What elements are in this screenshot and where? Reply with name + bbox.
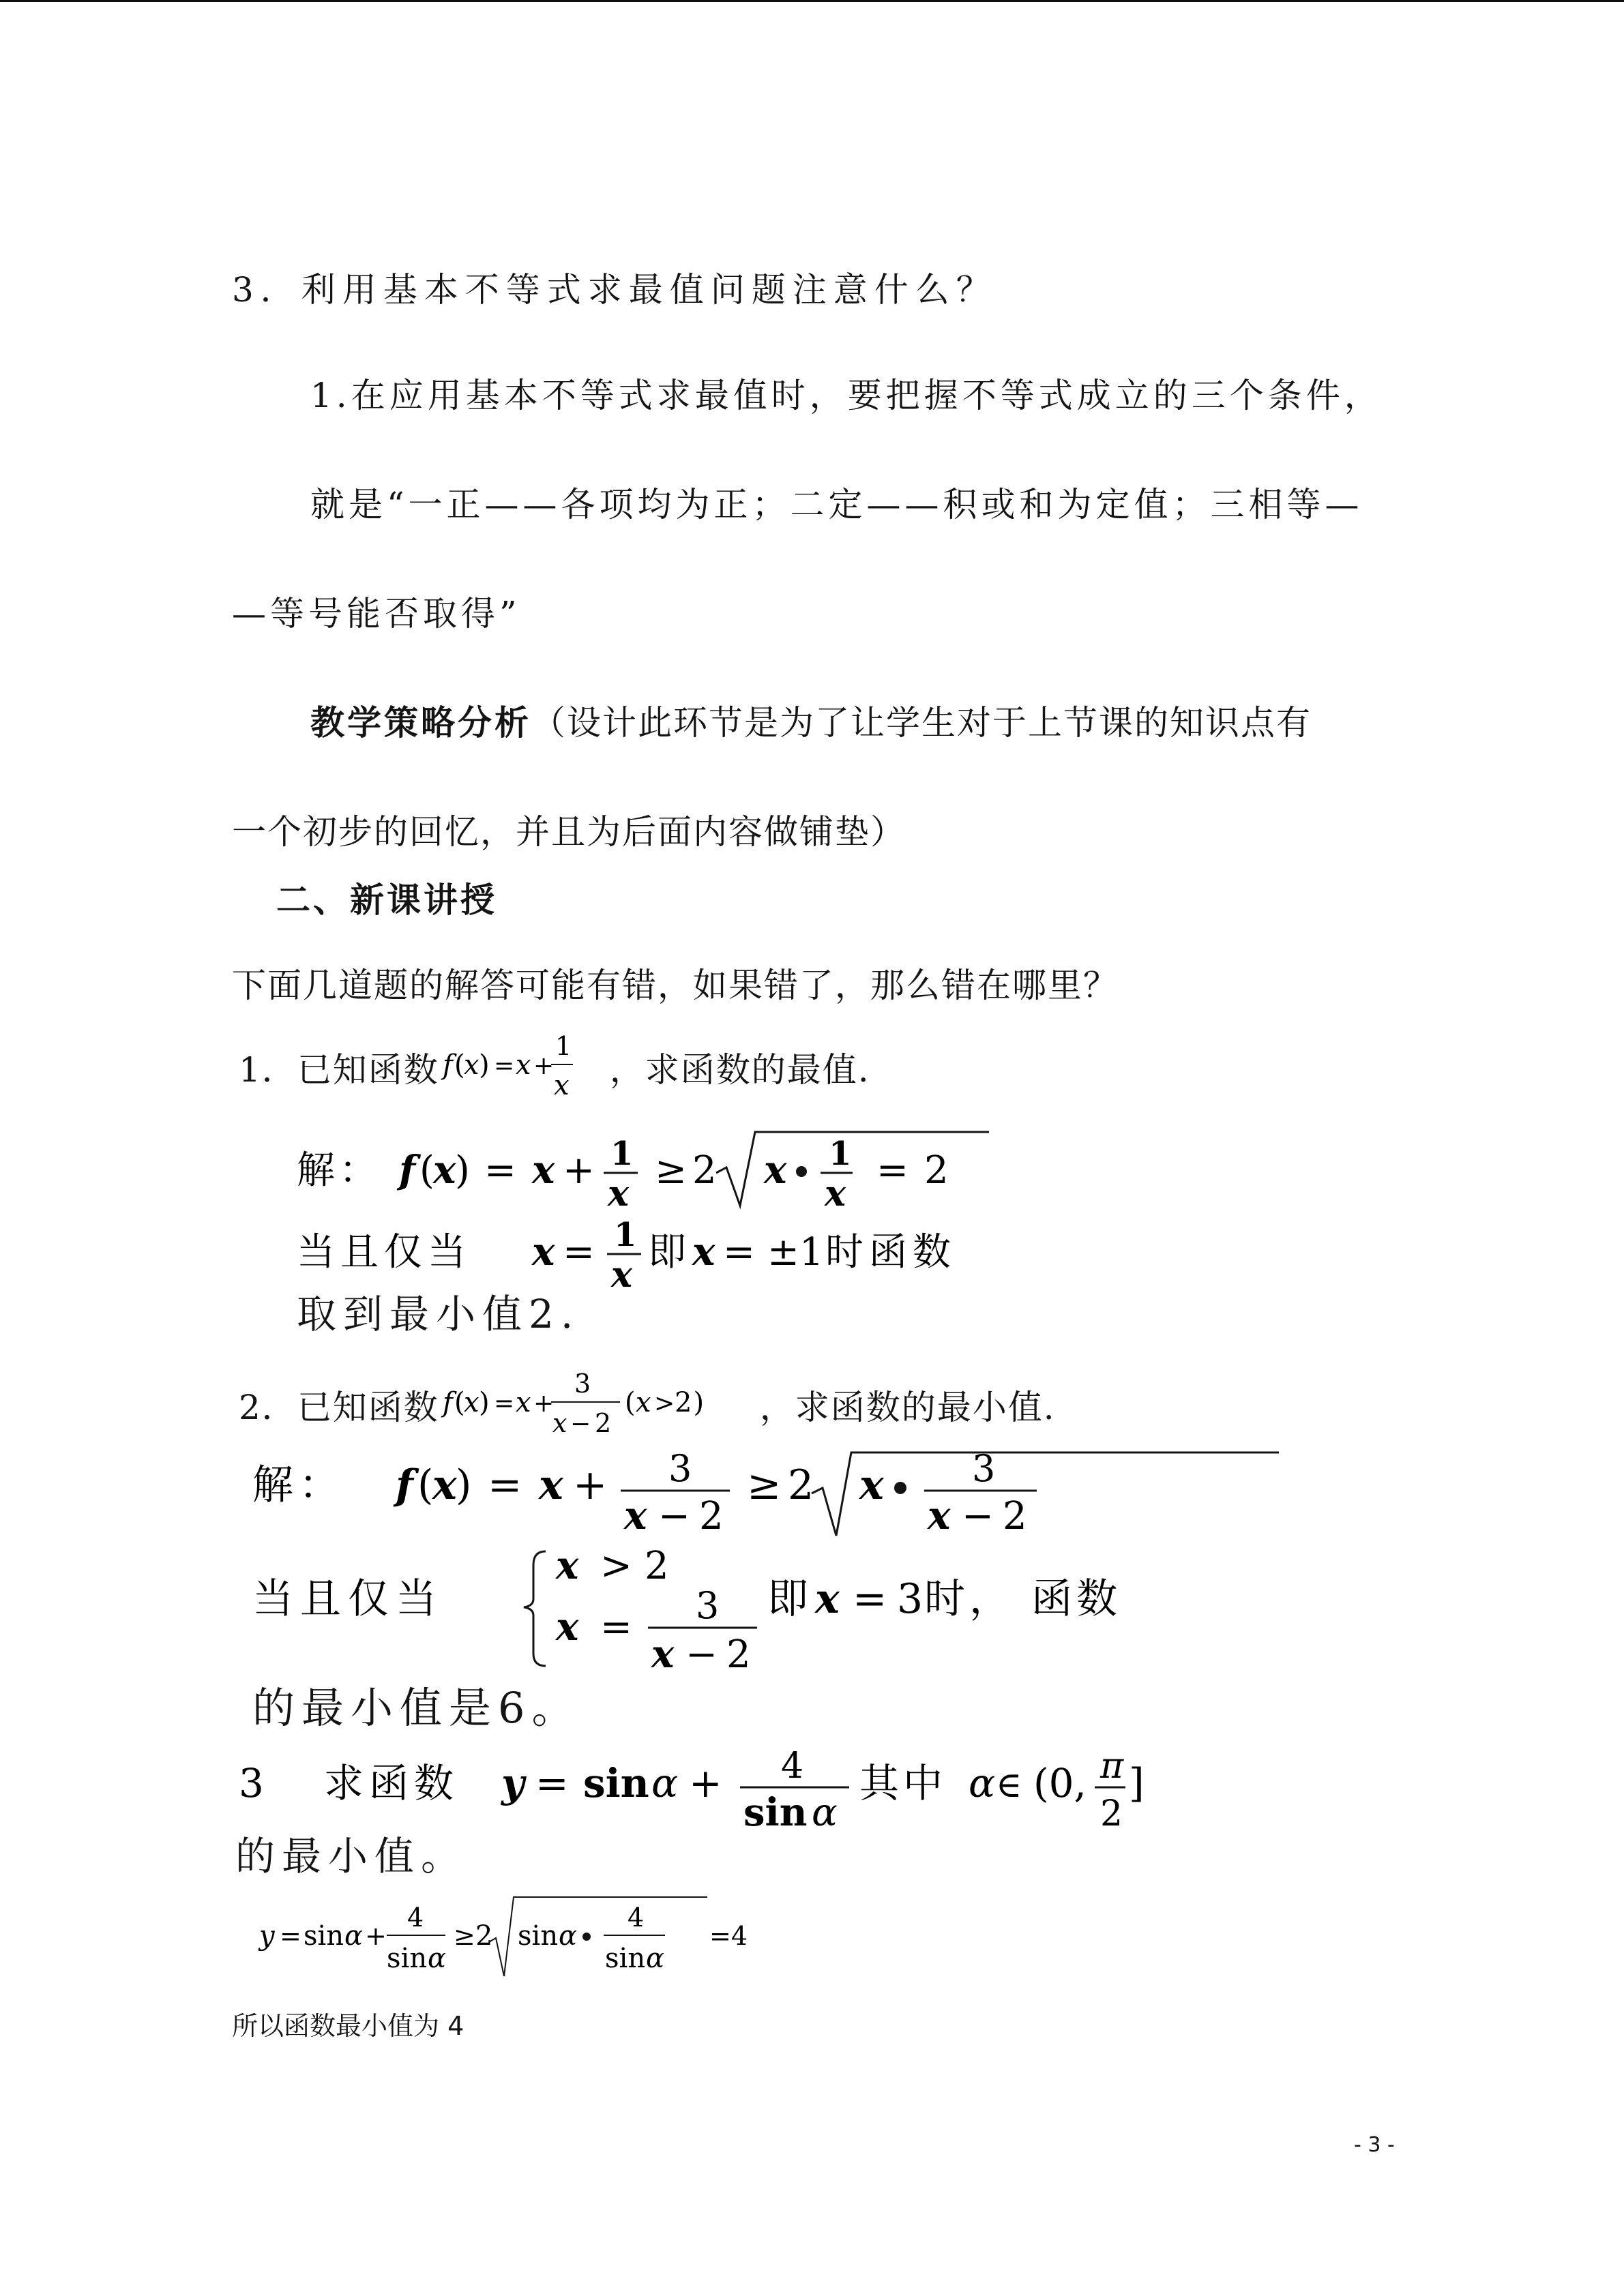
svg-text:1: 1 — [555, 1031, 573, 1061]
svg-text:=: = — [600, 1605, 632, 1650]
answer-line-1: 1.在应用基本不等式求最值时，要把握不等式成立的三个条件， — [310, 376, 1383, 415]
svg-text:2: 2 — [699, 1494, 724, 1538]
problem-2-statement — [239, 1364, 1056, 1446]
svg-text:1: 1 — [829, 1135, 852, 1173]
svg-text:−: − — [685, 1632, 718, 1674]
svg-text:): ) — [455, 1148, 470, 1193]
svg-text:x: x — [624, 1493, 647, 1538]
strategy-text-1: （设计此环节是为了让学生对于上节课的知识点有 — [531, 703, 1312, 743]
p2-then-function: 时， 函数 — [924, 1575, 1122, 1623]
svg-text:π: π — [1100, 1746, 1124, 1787]
svg-text:α: α — [559, 1920, 578, 1952]
svg-text:x: x — [539, 1461, 563, 1509]
svg-text:α: α — [646, 1943, 665, 1974]
svg-text:sin: sin — [304, 1920, 344, 1952]
svg-text:=: = — [280, 1921, 301, 1951]
svg-text:3: 3 — [696, 1584, 720, 1627]
svg-text:α: α — [812, 1791, 838, 1835]
svg-text:f: f — [442, 1387, 454, 1418]
svg-text:3: 3 — [574, 1369, 592, 1399]
problem-3-number: 3 — [239, 1760, 264, 1806]
strategy-line-1 — [310, 696, 1312, 745]
strategy-label: 教学策略分析 — [310, 702, 531, 743]
svg-text:x: x — [556, 1543, 579, 1588]
svg-text:x: x — [515, 1387, 533, 1418]
svg-text:f: f — [399, 1148, 416, 1193]
svg-text:(: ( — [454, 1049, 467, 1081]
svg-text:): ) — [456, 1461, 472, 1509]
svg-text:=: = — [853, 1575, 887, 1623]
svg-text:x: x — [432, 1461, 457, 1509]
problem-2-suffix: ，求函数的最小值. — [759, 1388, 1056, 1427]
svg-text:sin: sin — [387, 1943, 428, 1974]
svg-text:=: = — [563, 1230, 595, 1274]
solution-1-label: 解： — [297, 1148, 381, 1193]
svg-text:2: 2 — [1100, 1793, 1123, 1834]
problem-2-solution-line-1 — [252, 1446, 1296, 1544]
problem-1-statement — [239, 1026, 870, 1108]
problem-3-text-c: 的最小值。 — [235, 1833, 468, 1879]
svg-text:3: 3 — [668, 1447, 692, 1490]
svg-text:sin: sin — [583, 1760, 649, 1806]
problem-3-conclusion: 所以函数最小值为 4 — [232, 2011, 464, 2041]
svg-text:sin: sin — [743, 1790, 808, 1835]
svg-text:x: x — [815, 1575, 840, 1623]
svg-text:+: + — [563, 1148, 595, 1193]
svg-text:]: ] — [1129, 1760, 1145, 1806]
svg-text:2: 2 — [692, 1148, 717, 1193]
svg-text:x: x — [692, 1229, 715, 1274]
svg-text:3: 3 — [972, 1447, 996, 1490]
svg-text:≥: ≥ — [655, 1148, 687, 1193]
svg-text:2: 2 — [788, 1461, 814, 1509]
svg-text:3: 3 — [897, 1575, 924, 1623]
strategy-line-2: 一个初步的回忆，并且为后面内容做铺垫） — [232, 812, 906, 852]
svg-text:=: = — [488, 1461, 522, 1509]
problem-3-attempt-formula — [256, 1889, 815, 1984]
svg-text:4: 4 — [781, 1746, 804, 1787]
svg-text:2: 2 — [645, 1544, 669, 1588]
svg-text:(0,: (0, — [1033, 1760, 1087, 1806]
svg-text:f: f — [442, 1049, 454, 1081]
svg-text:=: = — [493, 1052, 516, 1080]
svg-text:+: + — [689, 1760, 722, 1806]
svg-text:x: x — [556, 1605, 579, 1650]
svg-text:(: ( — [624, 1387, 637, 1418]
svg-text:α: α — [428, 1943, 447, 1974]
svg-text:x: x — [433, 1148, 456, 1193]
p1-when-only-when: 当且仅当 — [297, 1230, 471, 1274]
svg-text:=: = — [876, 1148, 909, 1193]
svg-text:=: = — [493, 1390, 516, 1418]
problem-1-solution-formula — [297, 1125, 1156, 1214]
problem-2-equality-condition — [252, 1538, 1357, 1674]
svg-text:∈: ∈ — [996, 1765, 1022, 1806]
svg-text:(: ( — [454, 1387, 467, 1418]
problem-1-function-formula — [439, 1026, 610, 1108]
p2-that-is: 即 — [767, 1575, 808, 1623]
svg-text:x: x — [515, 1049, 533, 1081]
svg-text:x: x — [532, 1148, 555, 1193]
svg-text:): ) — [478, 1387, 491, 1418]
p1-then-function: 时函数 — [825, 1230, 956, 1274]
problem-1-equality-condition — [297, 1210, 1156, 1292]
svg-text:x: x — [651, 1632, 675, 1674]
p1-that-is: 即 — [648, 1230, 686, 1274]
svg-text:4: 4 — [628, 1903, 645, 1933]
svg-text:x: x — [532, 1229, 555, 1274]
svg-text:α: α — [651, 1760, 679, 1806]
page-number: - 3 - — [1354, 2133, 1395, 2157]
p2-when-only-when: 当且仅当 — [252, 1575, 443, 1623]
svg-text:y: y — [259, 1920, 275, 1952]
svg-text:−: − — [962, 1494, 994, 1538]
problem-3-text-a: 求函数 — [324, 1760, 460, 1806]
svg-text:>: > — [600, 1544, 632, 1588]
svg-text:(: ( — [417, 1461, 434, 1509]
svg-text:α: α — [969, 1760, 996, 1806]
svg-text:≥: ≥ — [747, 1461, 782, 1509]
svg-text:2): 2) — [674, 1387, 705, 1418]
svg-text:>: > — [653, 1390, 676, 1418]
svg-text:x: x — [611, 1254, 633, 1292]
recall-question: 3．利用基本不等式求最值问题注意什么？ — [232, 270, 997, 310]
svg-text:x: x — [859, 1461, 884, 1509]
svg-text:(: ( — [419, 1148, 434, 1193]
problem-1-solution-line-1 — [297, 1125, 1156, 1217]
answer-line-3: —等号能否取得” — [232, 594, 521, 633]
svg-text:1: 1 — [610, 1135, 634, 1173]
problem-1-prefix: 1．已知函数 — [239, 1050, 439, 1090]
svg-text:y: y — [501, 1760, 525, 1806]
svg-text:−: − — [570, 1410, 592, 1438]
svg-text:=: = — [484, 1148, 516, 1193]
svg-text:2: 2 — [924, 1148, 949, 1193]
problem-2-function-formula — [439, 1364, 760, 1446]
svg-text:≥: ≥ — [454, 1921, 475, 1951]
problem-3-result: =4 — [709, 1921, 748, 1951]
intro-question: 下面几道题的解答可能有错，如果错了，那么错在哪里？ — [232, 966, 1119, 1005]
problem-2-solution-formula — [252, 1446, 1296, 1541]
problem-2-solution-line-3: 的最小值是6。 — [252, 1683, 581, 1733]
svg-text:x: x — [635, 1387, 653, 1418]
svg-text:x: x — [928, 1493, 951, 1538]
svg-text:=: = — [723, 1230, 755, 1274]
section-heading: 二、新课讲授 — [276, 880, 497, 920]
svg-text:x: x — [608, 1173, 630, 1214]
problem-3-formula — [235, 1742, 1327, 1838]
svg-text:4: 4 — [407, 1903, 424, 1933]
svg-text:2: 2 — [594, 1408, 612, 1438]
problem-1-solution-line-3: 取到最小值2. — [297, 1291, 580, 1337]
solution-2-label: 解： — [252, 1461, 345, 1509]
svg-text:x: x — [553, 1070, 571, 1101]
svg-text:+: + — [533, 1390, 555, 1418]
svg-text:x: x — [825, 1173, 846, 1214]
svg-text:2: 2 — [1003, 1494, 1027, 1538]
svg-text:x: x — [552, 1408, 569, 1438]
svg-text:±1: ±1 — [767, 1230, 824, 1274]
svg-text:x: x — [764, 1148, 787, 1193]
svg-text:+: + — [533, 1052, 555, 1080]
problem-2-prefix: 2．已知函数 — [239, 1388, 439, 1427]
svg-text:2: 2 — [726, 1632, 751, 1674]
answer-line-2: 就是“一正——各项均为正；二定——积或和为定值；三相等— — [310, 485, 1363, 524]
svg-text:=: = — [535, 1760, 569, 1806]
svg-text:1: 1 — [614, 1216, 637, 1254]
svg-text:α: α — [344, 1920, 364, 1952]
svg-text:−: − — [658, 1494, 690, 1538]
problem-1-suffix: ，求函数的最值. — [609, 1050, 870, 1090]
svg-text:f: f — [396, 1461, 413, 1509]
svg-text:+: + — [573, 1461, 608, 1509]
problem-3-attempt — [256, 1889, 815, 1987]
svg-text:sin: sin — [605, 1943, 646, 1974]
svg-text:+: + — [365, 1921, 387, 1951]
svg-text:2: 2 — [475, 1920, 493, 1952]
problem-2-solution-line-2 — [252, 1538, 1357, 1677]
svg-text:x: x — [463, 1387, 481, 1418]
problem-3-text-b: 其中 — [859, 1760, 947, 1806]
svg-text:): ) — [478, 1049, 491, 1081]
svg-text:x: x — [463, 1049, 481, 1081]
top-border — [0, 0, 1624, 2]
svg-text:sin: sin — [518, 1920, 559, 1952]
